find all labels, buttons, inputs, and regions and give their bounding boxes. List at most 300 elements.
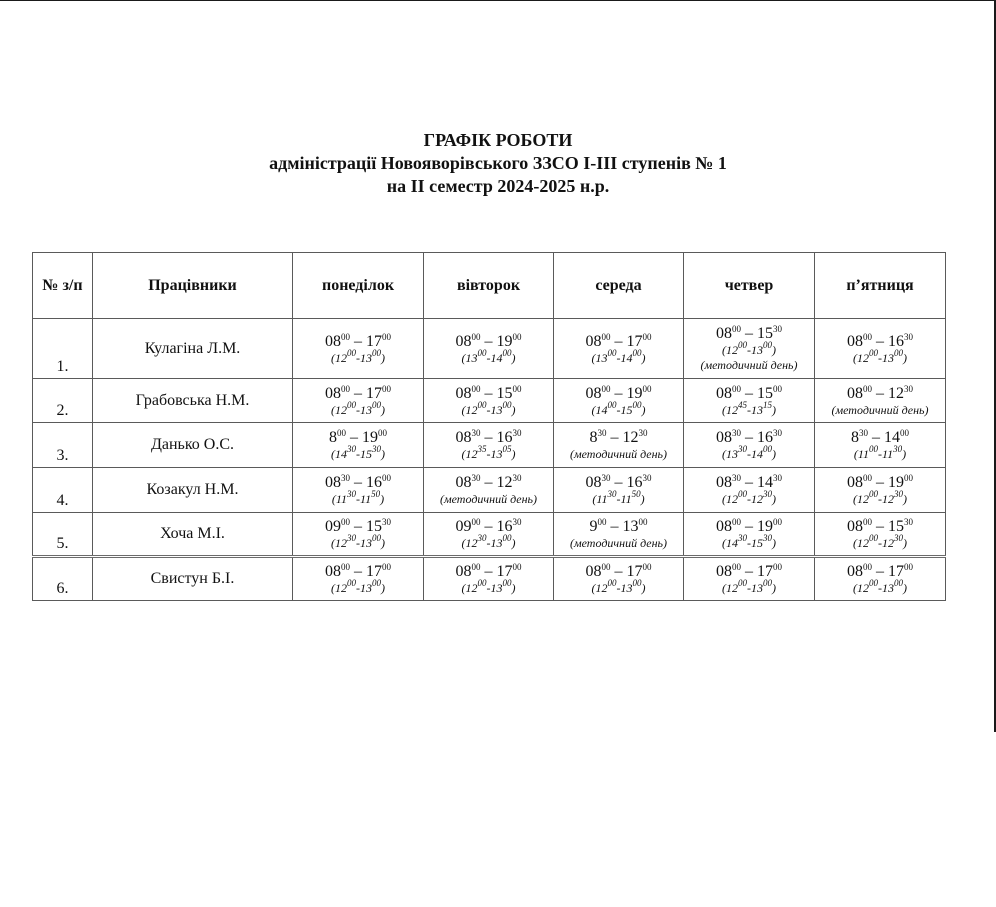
break-start-minute: 00	[607, 347, 617, 358]
end-hour: 12	[888, 384, 904, 402]
break-start-hour: 12	[335, 581, 347, 595]
work-hours: $08^{30} - 16^{30}$	[716, 428, 782, 446]
work-hours: $08^{00} - 15^{00}$	[716, 383, 782, 402]
work-hours: $08^{30} - 12^{30}$	[455, 473, 522, 491]
break-hours: $(14^{30}-15^{30})$	[331, 444, 385, 461]
end-hour: 17	[626, 563, 643, 580]
break-start-minute: 00	[477, 347, 487, 358]
break-start-minute: 00	[738, 340, 747, 350]
break-start-hour: 12	[726, 402, 738, 417]
start-minute: 00	[471, 383, 481, 394]
break-start-minute: 30	[477, 533, 487, 543]
end-hour: 16	[496, 518, 513, 535]
end-minute: 00	[904, 473, 913, 483]
start-hour: 09	[455, 518, 472, 535]
work-hours: $08^{00} - 19^{00}$	[585, 383, 652, 402]
break-start-hour: 13	[595, 350, 608, 365]
break-start-minute: 30	[607, 489, 617, 499]
break-hours: $(12^{00}-13^{00})$	[722, 578, 776, 595]
break-start-hour: 12	[857, 350, 869, 365]
break-start-hour: 12	[726, 343, 738, 357]
end-hour: 16	[626, 474, 643, 491]
schedule-cell-monday	[293, 513, 424, 557]
break-end-minute: 00	[372, 347, 381, 358]
break-hours: $(12^{00}-13^{00})$	[461, 578, 516, 595]
end-hour: 15	[888, 518, 904, 535]
start-hour: 08	[716, 384, 732, 402]
start-hour: 08	[716, 518, 732, 535]
break-end-hour: 13	[490, 581, 503, 595]
break-end-hour: 13	[490, 536, 503, 550]
table-row	[33, 468, 946, 513]
break-start-minute: 00	[869, 444, 878, 454]
table-row	[33, 513, 946, 557]
break-start-minute: 00	[347, 399, 356, 410]
start-hour: 8	[329, 429, 337, 446]
start-minute: 30	[601, 473, 611, 483]
break-start-hour: 14	[335, 447, 347, 461]
end-minute: 30	[904, 383, 913, 394]
start-hour: 8	[589, 429, 598, 446]
break-hours: $(12^{00}-13^{00})$	[331, 578, 385, 595]
break-start-minute: 00	[347, 347, 356, 358]
column-header-thursday: четвер	[684, 253, 815, 319]
start-minute: 00	[597, 517, 607, 527]
break-end-minute: 30	[763, 489, 772, 499]
row-number: 3.	[56, 447, 69, 464]
break-end-minute: 00	[763, 340, 772, 350]
start-hour: 08	[716, 474, 732, 491]
start-minute: 30	[732, 428, 741, 438]
break-start-minute: 30	[347, 489, 356, 499]
break-end-minute: 00	[632, 399, 642, 410]
break-start-minute: 00	[477, 399, 487, 410]
end-hour: 14	[757, 474, 773, 491]
column-header-monday: понеділок	[293, 253, 424, 319]
start-minute: 00	[601, 383, 611, 394]
schedule-cell-tuesday	[424, 557, 554, 601]
break-start-hour: 13	[726, 447, 738, 461]
end-minute: 00	[638, 517, 648, 527]
break-start-minute: 00	[869, 489, 878, 499]
break-hours: $(12^{00}-13^{00})$	[331, 347, 385, 365]
break-end-minute: 00	[502, 578, 512, 588]
break-start-hour: 11	[335, 492, 347, 506]
end-hour: 17	[366, 384, 382, 402]
start-minute: 00	[471, 517, 481, 527]
break-start-hour: 13	[465, 350, 478, 365]
start-hour: 08	[585, 474, 602, 491]
work-hours: $08^{00} - 17^{00}$	[847, 562, 913, 580]
start-minute: 30	[859, 428, 868, 438]
start-hour: 08	[716, 325, 732, 342]
schedule-cell-tuesday	[424, 513, 554, 557]
row-number: 2.	[56, 402, 69, 419]
schedule-cell-friday	[815, 513, 946, 557]
break-start-hour: 12	[595, 581, 608, 595]
methodical-day-note: (методичний день)	[831, 402, 929, 417]
end-hour: 12	[496, 474, 513, 491]
break-end-minute: 00	[763, 578, 772, 588]
break-start-hour: 12	[465, 402, 478, 417]
schedule-cell-monday	[293, 379, 424, 423]
start-minute: 00	[863, 562, 872, 572]
end-hour: 16	[757, 429, 773, 446]
row-number: 5.	[56, 535, 69, 552]
break-end-minute: 00	[372, 399, 381, 410]
start-minute: 00	[863, 473, 872, 483]
start-minute: 00	[471, 562, 481, 572]
schedule-cell-tuesday	[424, 319, 554, 379]
end-minute: 00	[382, 473, 391, 483]
work-hours: $08^{00} - 17^{00}$	[585, 562, 652, 580]
schedule-cell-monday	[293, 319, 424, 379]
break-end-minute: 00	[894, 578, 903, 588]
work-hours: $09^{00} - 15^{30}$	[325, 517, 391, 535]
start-hour: 08	[847, 563, 863, 580]
break-end-minute: 00	[372, 533, 381, 543]
break-start-minute: 30	[347, 533, 356, 543]
start-hour: 08	[585, 384, 602, 402]
start-hour: 09	[325, 518, 341, 535]
end-minute: 00	[382, 331, 391, 342]
break-start-hour: 12	[726, 492, 738, 506]
start-hour: 08	[325, 474, 341, 491]
end-hour: 12	[622, 429, 639, 446]
work-hours: $08^{30} - 16^{30}$	[585, 473, 652, 491]
schedule-cell-tuesday	[424, 468, 554, 513]
break-start-minute: 00	[869, 533, 878, 543]
schedule-cell-wednesday	[554, 379, 684, 423]
start-minute: 00	[863, 517, 872, 527]
work-hours: $08^{30} - 14^{30}$	[716, 473, 782, 491]
end-hour: 15	[496, 384, 513, 402]
work-hours: $08^{00} - 12^{30}$	[847, 383, 913, 402]
schedule-cell-tuesday	[424, 423, 554, 468]
break-end-minute: 30	[893, 444, 903, 454]
start-minute: 00	[341, 383, 350, 394]
break-hours: $(13^{00}-14^{00})$	[461, 347, 516, 365]
start-minute: 00	[337, 428, 346, 438]
schedule-cell-friday	[815, 557, 946, 601]
work-hours: $08^{00} - 17^{00}$	[585, 331, 652, 350]
table-body	[33, 319, 946, 601]
column-header-employees: Працівники	[93, 253, 293, 319]
end-minute: 00	[773, 562, 782, 572]
break-end-hour: 15	[751, 536, 763, 550]
break-hours: $(12^{00}-12^{30})$	[853, 533, 907, 550]
start-hour: 08	[847, 474, 863, 491]
schedule-cell-thursday	[684, 557, 815, 601]
break-end-hour: 13	[751, 402, 763, 417]
break-end-minute: 30	[372, 444, 381, 454]
break-hours: $(13^{00}-14^{00})$	[591, 347, 646, 365]
page-edge-top	[0, 0, 996, 1]
end-minute: 00	[904, 562, 913, 572]
break-end-hour: 13	[360, 350, 372, 365]
end-hour: 17	[366, 332, 382, 350]
start-hour: 08	[847, 384, 863, 402]
break-end-minute: 00	[372, 578, 381, 588]
break-hours: $(12^{35}-13^{05})$	[461, 444, 516, 461]
end-hour: 17	[366, 563, 382, 580]
row-number-cell	[33, 557, 93, 601]
column-header-friday: п’ятниця	[815, 253, 946, 319]
start-minute: 30	[471, 428, 481, 438]
employee-name: Хоча М.І.	[93, 513, 293, 557]
start-hour: 08	[455, 332, 472, 350]
table-row	[33, 319, 946, 379]
work-hours: $08^{00} - 15^{00}$	[455, 383, 522, 402]
end-minute: 00	[773, 517, 782, 527]
break-end-minute: 00	[502, 399, 512, 410]
start-minute: 30	[732, 473, 741, 483]
schedule-cell-wednesday	[554, 423, 684, 468]
break-end-hour: 14	[751, 447, 763, 461]
schedule-cell-friday	[815, 468, 946, 513]
break-end-hour: 13	[751, 343, 763, 357]
break-start-hour: 12	[726, 581, 738, 595]
break-start-hour: 12	[465, 447, 478, 461]
break-start-minute: 00	[347, 578, 356, 588]
schedule-cell-monday	[293, 468, 424, 513]
work-hours: $8^{30} - 12^{30}$	[589, 428, 648, 446]
end-minute: 30	[773, 473, 782, 483]
work-hours: $08^{00} - 19^{00}$	[716, 517, 782, 535]
break-end-minute: 30	[894, 533, 903, 543]
end-minute: 30	[904, 517, 913, 527]
end-minute: 00	[642, 331, 652, 342]
start-minute: 00	[341, 562, 350, 572]
end-hour: 16	[496, 429, 513, 446]
row-number-cell	[33, 319, 93, 379]
schedule-cell-tuesday	[424, 379, 554, 423]
break-hours: $(12^{30}-13^{00})$	[461, 533, 516, 550]
break-hours: $(14^{30}-15^{30})$	[722, 533, 776, 550]
schedule-cell-thursday	[684, 513, 815, 557]
end-hour: 19	[757, 518, 773, 535]
schedule-cell-wednesday	[554, 557, 684, 601]
start-minute: 30	[597, 428, 607, 438]
break-start-minute: 00	[738, 489, 747, 499]
break-start-minute: 30	[738, 444, 747, 454]
break-start-hour: 12	[857, 536, 869, 550]
break-end-minute: 00	[763, 444, 772, 454]
row-number: 1.	[56, 358, 69, 375]
break-end-hour: 14	[490, 350, 503, 365]
end-minute: 00	[773, 383, 782, 394]
work-hours: $08^{00} - 16^{30}$	[847, 331, 913, 350]
break-hours: $(12^{00}-13^{00})$	[853, 578, 907, 595]
break-hours: $(12^{30}-13^{00})$	[331, 533, 385, 550]
start-minute: 00	[341, 517, 350, 527]
break-end-hour: 13	[751, 581, 763, 595]
row-number-cell	[33, 468, 93, 513]
work-hours: $08^{00} - 15^{30}$	[847, 517, 913, 535]
methodical-day-note: (методичний день)	[700, 358, 798, 372]
document-subtitle: адміністрації Новояворівського ЗЗСО І-ІІІ ступенів № 1	[269, 153, 727, 173]
end-hour: 16	[888, 332, 904, 350]
break-start-hour: 12	[465, 536, 478, 550]
row-number: 6.	[56, 580, 69, 597]
break-end-hour: 13	[490, 402, 503, 417]
table-row	[33, 379, 946, 423]
start-hour: 9	[589, 518, 598, 535]
end-minute: 30	[512, 473, 522, 483]
schedule-cell-monday	[293, 557, 424, 601]
end-minute: 00	[512, 331, 522, 342]
end-hour: 19	[888, 474, 904, 491]
break-hours: $(11^{30}-11^{50})$	[592, 489, 645, 506]
break-end-minute: 05	[502, 444, 512, 454]
start-hour: 08	[325, 563, 341, 580]
end-hour: 17	[496, 563, 513, 580]
start-minute: 00	[341, 331, 350, 342]
work-schedule-table	[32, 252, 946, 601]
break-start-hour: 14	[726, 536, 738, 550]
break-end-minute: 00	[632, 578, 642, 588]
start-minute: 00	[732, 324, 741, 334]
work-hours: $09^{00} - 16^{30}$	[455, 517, 522, 535]
schedule-cell-friday	[815, 379, 946, 423]
start-minute: 00	[601, 562, 611, 572]
employee-name: Свистун Б.І.	[93, 557, 293, 601]
start-hour: 08	[325, 384, 341, 402]
end-hour: 19	[496, 332, 513, 350]
employee-name: Данько О.С.	[93, 423, 293, 468]
start-minute: 00	[471, 331, 481, 342]
end-hour: 15	[757, 384, 773, 402]
column-header-wednesday: середа	[554, 253, 684, 319]
break-hours: $(12^{45}-13^{15})$	[722, 399, 776, 417]
end-minute: 00	[382, 383, 391, 394]
break-end-minute: 00	[502, 347, 512, 358]
break-start-hour: 11	[596, 492, 608, 506]
break-start-hour: 12	[335, 536, 347, 550]
row-number-cell	[33, 423, 93, 468]
end-hour: 19	[626, 384, 643, 402]
methodical-day-note: (методичний день)	[569, 447, 668, 461]
break-end-hour: 11	[360, 492, 372, 506]
table-row	[33, 423, 946, 468]
break-end-hour: 13	[360, 402, 372, 417]
break-hours: $(12^{00}-13^{00})$	[331, 399, 385, 417]
break-end-hour: 13	[882, 350, 894, 365]
break-start-hour: 12	[335, 350, 347, 365]
break-start-hour: 14	[595, 402, 608, 417]
start-hour: 08	[585, 332, 602, 350]
employee-name: Грабовська Н.М.	[93, 379, 293, 423]
start-hour: 08	[455, 384, 472, 402]
schedule-cell-wednesday	[554, 319, 684, 379]
end-minute: 00	[382, 562, 391, 572]
end-minute: 30	[642, 473, 652, 483]
break-end-minute: 00	[502, 533, 512, 543]
work-hours: $9^{00} - 13^{00}$	[589, 517, 648, 535]
end-minute: 30	[773, 324, 782, 334]
start-hour: 08	[847, 518, 863, 535]
break-start-minute: 35	[477, 444, 487, 454]
start-hour: 08	[455, 429, 472, 446]
break-end-hour: 13	[490, 447, 503, 461]
end-hour: 14	[884, 429, 900, 446]
schedule-cell-thursday	[684, 379, 815, 423]
break-start-hour: 12	[857, 581, 869, 595]
break-hours: $(12^{00}-13^{00})$	[853, 347, 907, 365]
end-minute: 30	[638, 428, 648, 438]
schedule-cell-thursday	[684, 423, 815, 468]
row-number-cell	[33, 379, 93, 423]
break-hours: $(12^{00}-13^{00})$	[591, 578, 646, 595]
start-hour: 08	[455, 474, 472, 491]
end-hour: 15	[366, 518, 382, 535]
break-end-minute: 15	[763, 399, 772, 410]
work-hours: $08^{00} - 17^{00}$	[716, 562, 782, 580]
start-minute: 00	[732, 517, 741, 527]
work-hours: $8^{30} - 14^{00}$	[851, 428, 909, 446]
end-hour: 19	[362, 429, 378, 446]
break-end-hour: 13	[360, 581, 372, 595]
end-minute: 30	[382, 517, 391, 527]
break-end-minute: 30	[763, 533, 772, 543]
start-minute: 30	[341, 473, 350, 483]
break-end-minute: 00	[632, 347, 642, 358]
break-end-hour: 15	[620, 402, 633, 417]
document-heading	[0, 129, 996, 198]
document-period: на ІІ семестр 2024-2025 н.р.	[386, 176, 610, 196]
start-minute: 00	[863, 383, 872, 394]
work-hours: $08^{30} - 16^{30}$	[455, 428, 522, 446]
start-minute: 00	[732, 383, 741, 394]
break-end-hour: 13	[620, 581, 633, 595]
work-hours: $8^{00} - 19^{00}$	[329, 428, 387, 446]
employee-name: Козакул Н.М.	[93, 468, 293, 513]
break-hours: $(12^{00}-12^{30})$	[853, 489, 907, 506]
row-number: 4.	[56, 492, 69, 509]
row-number-cell	[33, 513, 93, 557]
break-hours: $(13^{30}-14^{00})$	[722, 444, 776, 461]
document-title: ГРАФІК РОБОТИ	[423, 130, 573, 150]
end-minute: 30	[904, 331, 913, 342]
start-minute: 00	[732, 562, 741, 572]
end-minute: 30	[512, 517, 522, 527]
break-start-minute: 30	[347, 444, 356, 454]
end-hour: 16	[366, 474, 382, 491]
work-hours: $08^{00} - 19^{00}$	[847, 473, 913, 491]
start-hour: 8	[851, 429, 859, 446]
schedule-cell-thursday	[684, 319, 815, 379]
end-hour: 17	[888, 563, 904, 580]
break-end-hour: 12	[751, 492, 763, 506]
schedule-cell-wednesday	[554, 513, 684, 557]
break-start-minute: 30	[738, 533, 747, 543]
break-start-minute: 00	[869, 347, 878, 358]
break-end-minute: 00	[894, 347, 903, 358]
break-end-minute: 50	[371, 489, 381, 499]
end-minute: 00	[642, 562, 652, 572]
end-minute: 00	[642, 383, 652, 394]
break-start-hour: 12	[465, 581, 478, 595]
break-start-minute: 00	[477, 578, 487, 588]
table-header-row	[33, 253, 946, 319]
end-minute: 30	[512, 428, 522, 438]
end-hour: 13	[622, 518, 639, 535]
break-hours: $(11^{00}-11^{30})$	[853, 444, 907, 461]
work-hours: $08^{00} - 17^{00}$	[325, 562, 391, 580]
break-start-hour: 12	[335, 402, 347, 417]
end-minute: 00	[900, 428, 909, 438]
start-hour: 08	[455, 563, 472, 580]
